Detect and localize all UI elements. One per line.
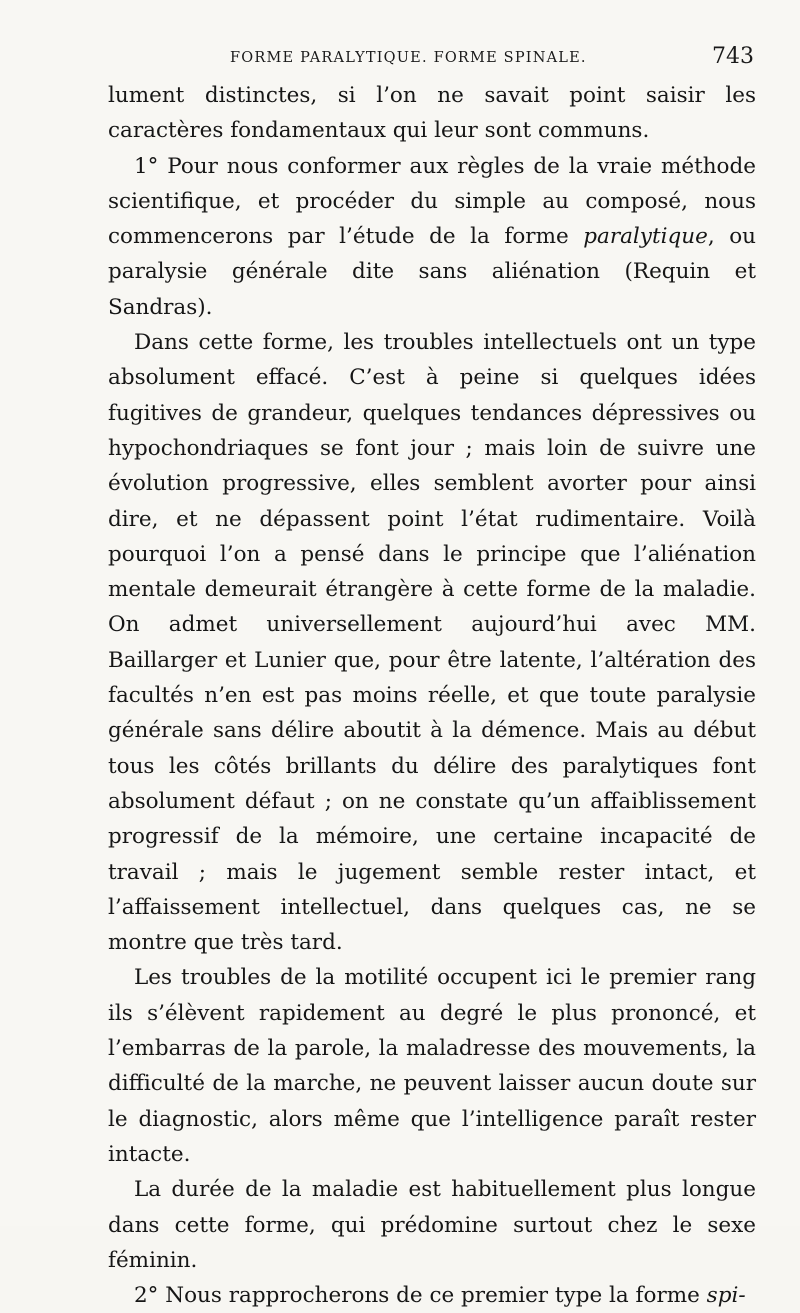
emphasis-term: spi- bbox=[706, 1283, 746, 1309]
running-head bbox=[108, 44, 756, 78]
paragraph-continuation bbox=[108, 78, 756, 149]
paragraph-text: Dans cette forme, les troubles intellectuels ont un type absolument effacé. C’est à peine si quelques idées fugitives de grandeur, quelques tendances dépressives ou hypochondriaques se font jour ; mais loin de suivre une évolution progressive, elles semblent avorter pour ainsi dire, et ne dépassent point l’état rudimentaire. Voilà pourquoi l’on a pensé dans le principe que l’aliénation mentale demeurait étrangère à cette forme de la maladie. On admet universellement aujourd’hui avec MM. Baillarger et Lunier que, pour être latente, l’altération des facultés n’en est pas moins réelle, et que toute paralysie générale sans délire aboutit à la démence. Mais au début tous les côtés brillants du délire des paralytiques font absolument défaut ; on ne constate qu’un affaiblissement progressif de la mémoire, une certaine incapacité de travail ; mais le jugement semble rester intact, et l’affaissement intellectuel, dans quelques cas, ne se montre que très tard. bbox=[108, 330, 756, 956]
paragraph-text: 1° Pour nous conformer aux règles de la vraie méthode scientifique, et procéder du simple au composé, nous commencerons par l’étude de la forme bbox=[108, 153, 756, 250]
paragraph-text: 2° Nous rapprocherons de ce premier type la forme bbox=[134, 1283, 707, 1309]
paragraph-duration bbox=[108, 1172, 756, 1278]
paragraph-text: , ou paralysie générale dite sans aliénation (Requin et Sandras). bbox=[108, 224, 756, 320]
paragraph-text: La durée de la maladie est habituellement plus longue dans cette forme, qui prédomine surtout chez le sexe féminin. bbox=[108, 1177, 756, 1273]
paragraph-text: lument distinctes, si l’on ne savait point saisir les caractères fondamentaux qui leur sont communs. bbox=[108, 83, 756, 144]
paragraph-section-2 bbox=[108, 1278, 756, 1313]
running-title: FORME PARALYTIQUE. FORME SPINALE. bbox=[230, 50, 587, 66]
body-text bbox=[108, 78, 756, 1313]
page-number: 743 bbox=[712, 44, 754, 69]
paragraph-text: Les troubles de la motilité occupent ici le premier rang ils s’élèvent rapidement au degré le plus prononcé, et l’embarras de la parole, la maladresse des mouvements, la difficulté de la marche, ne peuvent laisser aucun doute sur le diagnostic, alors même que l’intelligence paraît rester intacte. bbox=[108, 965, 756, 1167]
emphasis-term: paralytique bbox=[583, 224, 708, 250]
paragraph-intellect bbox=[108, 325, 756, 960]
paragraph-section-1 bbox=[108, 149, 756, 325]
paragraph-motility bbox=[108, 960, 756, 1172]
